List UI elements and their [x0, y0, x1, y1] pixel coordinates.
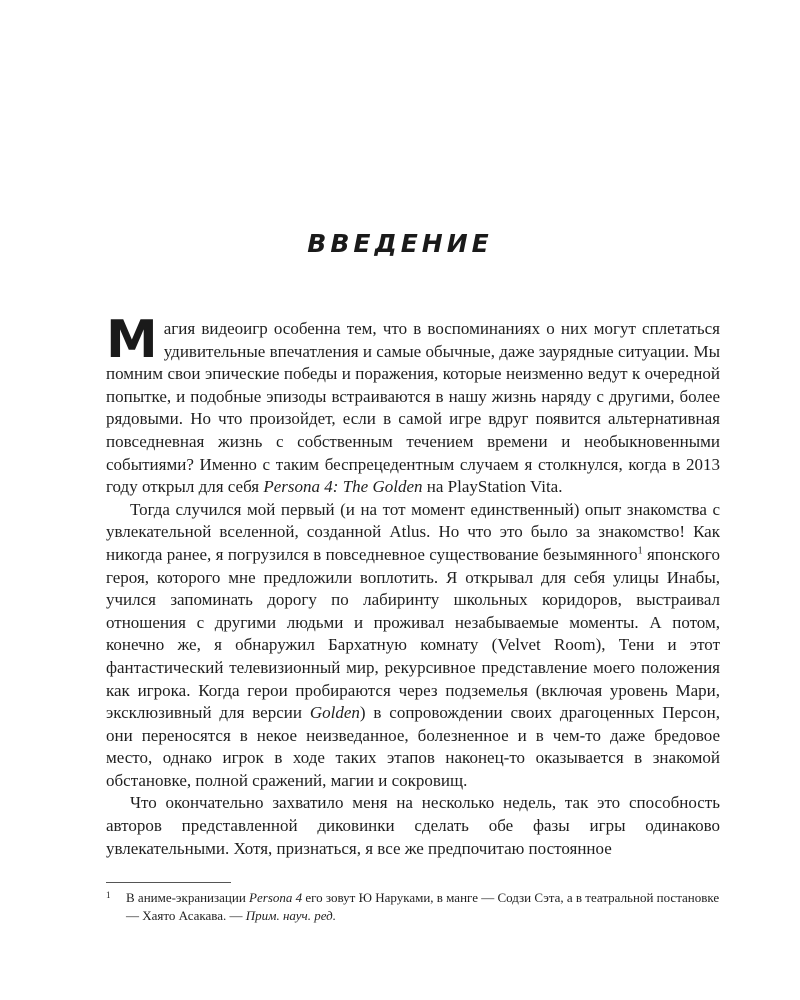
paragraph-2-text-c: ) в сопровождении своих драгоценных Персон, они переносятся в некое неизведанное, болезненное и в чем-то даже бредовое место, однако игрок в ходе таких этапов наконец-то оказывается в знакомой обстановке, полной сражений, магии и сокровищ. — [106, 703, 720, 790]
paragraph-2-text-b: японского героя, которого мне предложили воплотить. Я открывал для себя улицы Инабы, учился запоминать дорогу по лабиринту школьных коридоров, выстраивал отношения с другими людьми и проживал незабываемые моменты. А потом, конечно же, я обнаружил Бархатную комнату (Velvet Room), Тени и этот фантастический телевизионный мир, рекурсивное представление моего положения как игрока. Когда герои пробираются через подземелья (включая уровень Мари, эксклюзивный для версии — [106, 544, 720, 723]
paragraph-1 — [106, 310, 720, 499]
chapter-title: ВВЕДЕНИЕ — [307, 228, 493, 258]
footnote-reference: 1 — [637, 545, 643, 557]
footnote-text-a: В аниме-экранизации — [126, 890, 250, 905]
footnote-text-b: его зовут Ю Наруками, в манге — Содзи Сэта, а в театральной постановке — Хаято Асакава. — — [126, 890, 720, 923]
paragraph-1-text: агия видеоигр особенна тем, что в воспоминаниях о них могут сплетаться удивительные впечатления и самые обычные, даже заурядные ситуации. Мы помним свои эпические победы и поражения, которые неизменно ведут к очередной попытке, и подобные эпизоды встраиваются в нашу жизнь наряду с другими, более рядовыми. Но что произойдет, если в самой игре вдруг появится альтернативная повседневная жизнь с собственным течением времени и необыкновенными событиями? Именно с таким беспрецедентным случаем я столкнулся, когда в 2013 году открыл для себя — [106, 319, 720, 497]
paragraph-2-text-a: Тогда случился мой первый (и на тот момент единственный) опыт знакомства с увлекательной вселенной, созданной Atlus. Но что это было за знакомство! Как никогда ранее, я погрузился в повседневное существование безымянного — [106, 499, 720, 564]
paragraph-2 — [106, 499, 720, 793]
golden-italic: Golden — [309, 703, 360, 723]
paragraph-3: Что окончательно захватило меня на несколько недель, так это способность авторов представленной диковинки сделать обе фазы игры одинаково увлекательными. Хотя, признаться, я все же предпочитаю постоянное — [106, 793, 720, 858]
footnote — [106, 889, 720, 924]
paragraph-1-end: на PlayStation Vita. — [422, 477, 563, 497]
footnote-number: 1 — [106, 890, 111, 900]
footnote-italic-a: Persona 4 — [249, 890, 303, 905]
footnote-divider — [106, 882, 231, 883]
footnote-italic-b: Прим. науч. ред. — [245, 907, 337, 923]
drop-cap: М — [106, 310, 158, 370]
footnote-body — [126, 889, 720, 924]
game-title-italic: Persona 4: The Golden — [263, 477, 423, 497]
body-text — [106, 310, 720, 860]
